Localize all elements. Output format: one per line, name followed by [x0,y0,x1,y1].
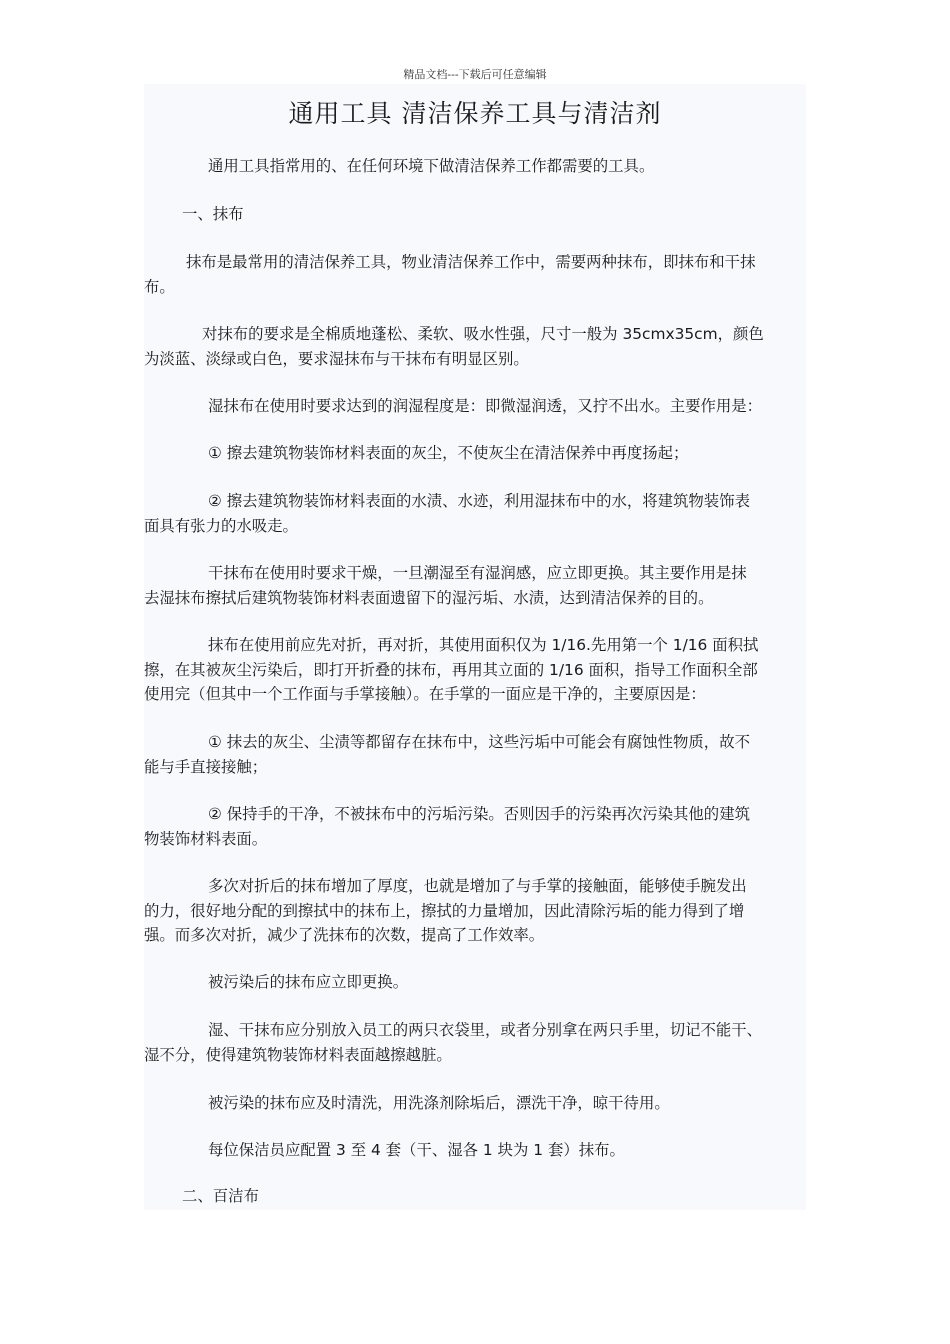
text-line: 为淡蓝、淡绿或白色，要求湿抹布与干抹布有明显区别。 [144,349,529,368]
paragraph [144,394,806,419]
text-line: 湿不分，使得建筑物装饰材料表面越擦越脏。 [144,1045,452,1064]
text-line: 使用完（但其中一个工作面与手掌接触）。在手掌的一面应是干净的，主要原因是： [144,685,706,703]
text-line: 多次对折后的抹布增加了厚度，也就是增加了与手掌的接触面，能够使手腕发出 [208,877,747,895]
text-line: 湿、干抹布应分别放入员工的两只衣袋里，或者分别拿在两只手里，切记不能干、 [208,1021,763,1039]
paragraph [144,633,806,707]
text-line: 被污染的抹布应及时清洗，用洗涤剂除垢后，漂洗干净，晾干待用。 [208,1094,670,1112]
text-line: 被污染后的抹布应立即更换。 [208,973,409,991]
text-line: 通用工具指常用的、在任何环境下做清洁保养工作都需要的工具。 [208,157,655,175]
text-line: 去湿抹布擦拭后建筑物装饰材料表面遗留下的湿污垢、水渍，达到清洁保养的目的。 [144,588,714,607]
paragraph [144,1138,806,1163]
paragraph [144,322,806,371]
document-title: 通用工具 清洁保养工具与清洁剂 [288,99,662,128]
paragraph [144,561,806,610]
paragraph [144,874,806,948]
text-line: 布。 [144,277,175,296]
paragraph-intro [144,154,806,179]
text-line: ① 抹去的灰尘、尘渍等都留存在抹布中，这些污垢中可能会有腐蚀性物质，故不 [208,733,750,751]
text-line: 抹布是最常用的清洁保养工具，物业清洁保养工作中，需要两种抹布，即抹布和干抹 [186,253,756,271]
paragraph [144,730,806,779]
text-line: 物装饰材料表面。 [144,829,268,848]
paragraph [144,441,806,466]
text-line: 擦，在其被灰尘污染后，即打开折叠的抹布，再用其立面的 1/16 面积，指导工作面积全部 [144,660,758,679]
text-line: 能与手直接接触； [144,757,268,776]
text-line: ② 保持手的干净，不被抹布中的污垢污染。否则因手的污染再次污染其他的建筑 [208,805,750,823]
paragraph [144,489,806,538]
text-line: ② 擦去建筑物装饰材料表面的水渍、水迹，利用湿抹布中的水，将建筑物装饰表 [208,492,750,510]
paragraph [144,1091,806,1116]
text-line: 对抹布的要求是全棉质地蓬松、柔软、吸水性强，尺寸一般为 35cmx35cm，颜色 [202,325,764,343]
text-line: 面具有张力的水吸走。 [144,516,298,535]
text-line: 抹布在使用前应先对折，再对折，其使用面积仅为 1/16.先用第一个 1/16 面积拭 [208,636,759,654]
paragraph [144,970,806,995]
text-line: 二、百洁布 [182,1187,259,1205]
text-line: ① 擦去建筑物装饰材料表面的灰尘，不使灰尘在清洁保养中再度扬起； [208,444,689,462]
document-page [144,84,806,1210]
paragraph [144,802,806,851]
paragraph [144,1018,806,1067]
header-note: 精品文档---下载后可任意编辑 [403,68,547,81]
text-line: 强。而多次对折，减少了洗抹布的次数，提高了工作效率。 [144,926,545,944]
section-heading-2 [144,1184,806,1209]
text-line: 的力，很好地分配的到擦拭中的抹布上，擦拭的力量增加，因此清除污垢的能力得到了增 [144,901,745,920]
section-heading-1 [144,202,806,227]
text-line: 湿抹布在使用时要求达到的润湿程度是：即微湿润透，又拧不出水。主要作用是： [208,397,763,415]
text-line: 每位保洁员应配置 3 至 4 套（干、湿各 1 块为 1 套）抹布。 [208,1141,625,1159]
text-line: 干抹布在使用时要求干燥，一旦潮湿至有湿润感，应立即更换。其主要作用是抹 [208,564,747,582]
text-line: 一、抹布 [182,205,244,223]
paragraph [144,250,806,299]
